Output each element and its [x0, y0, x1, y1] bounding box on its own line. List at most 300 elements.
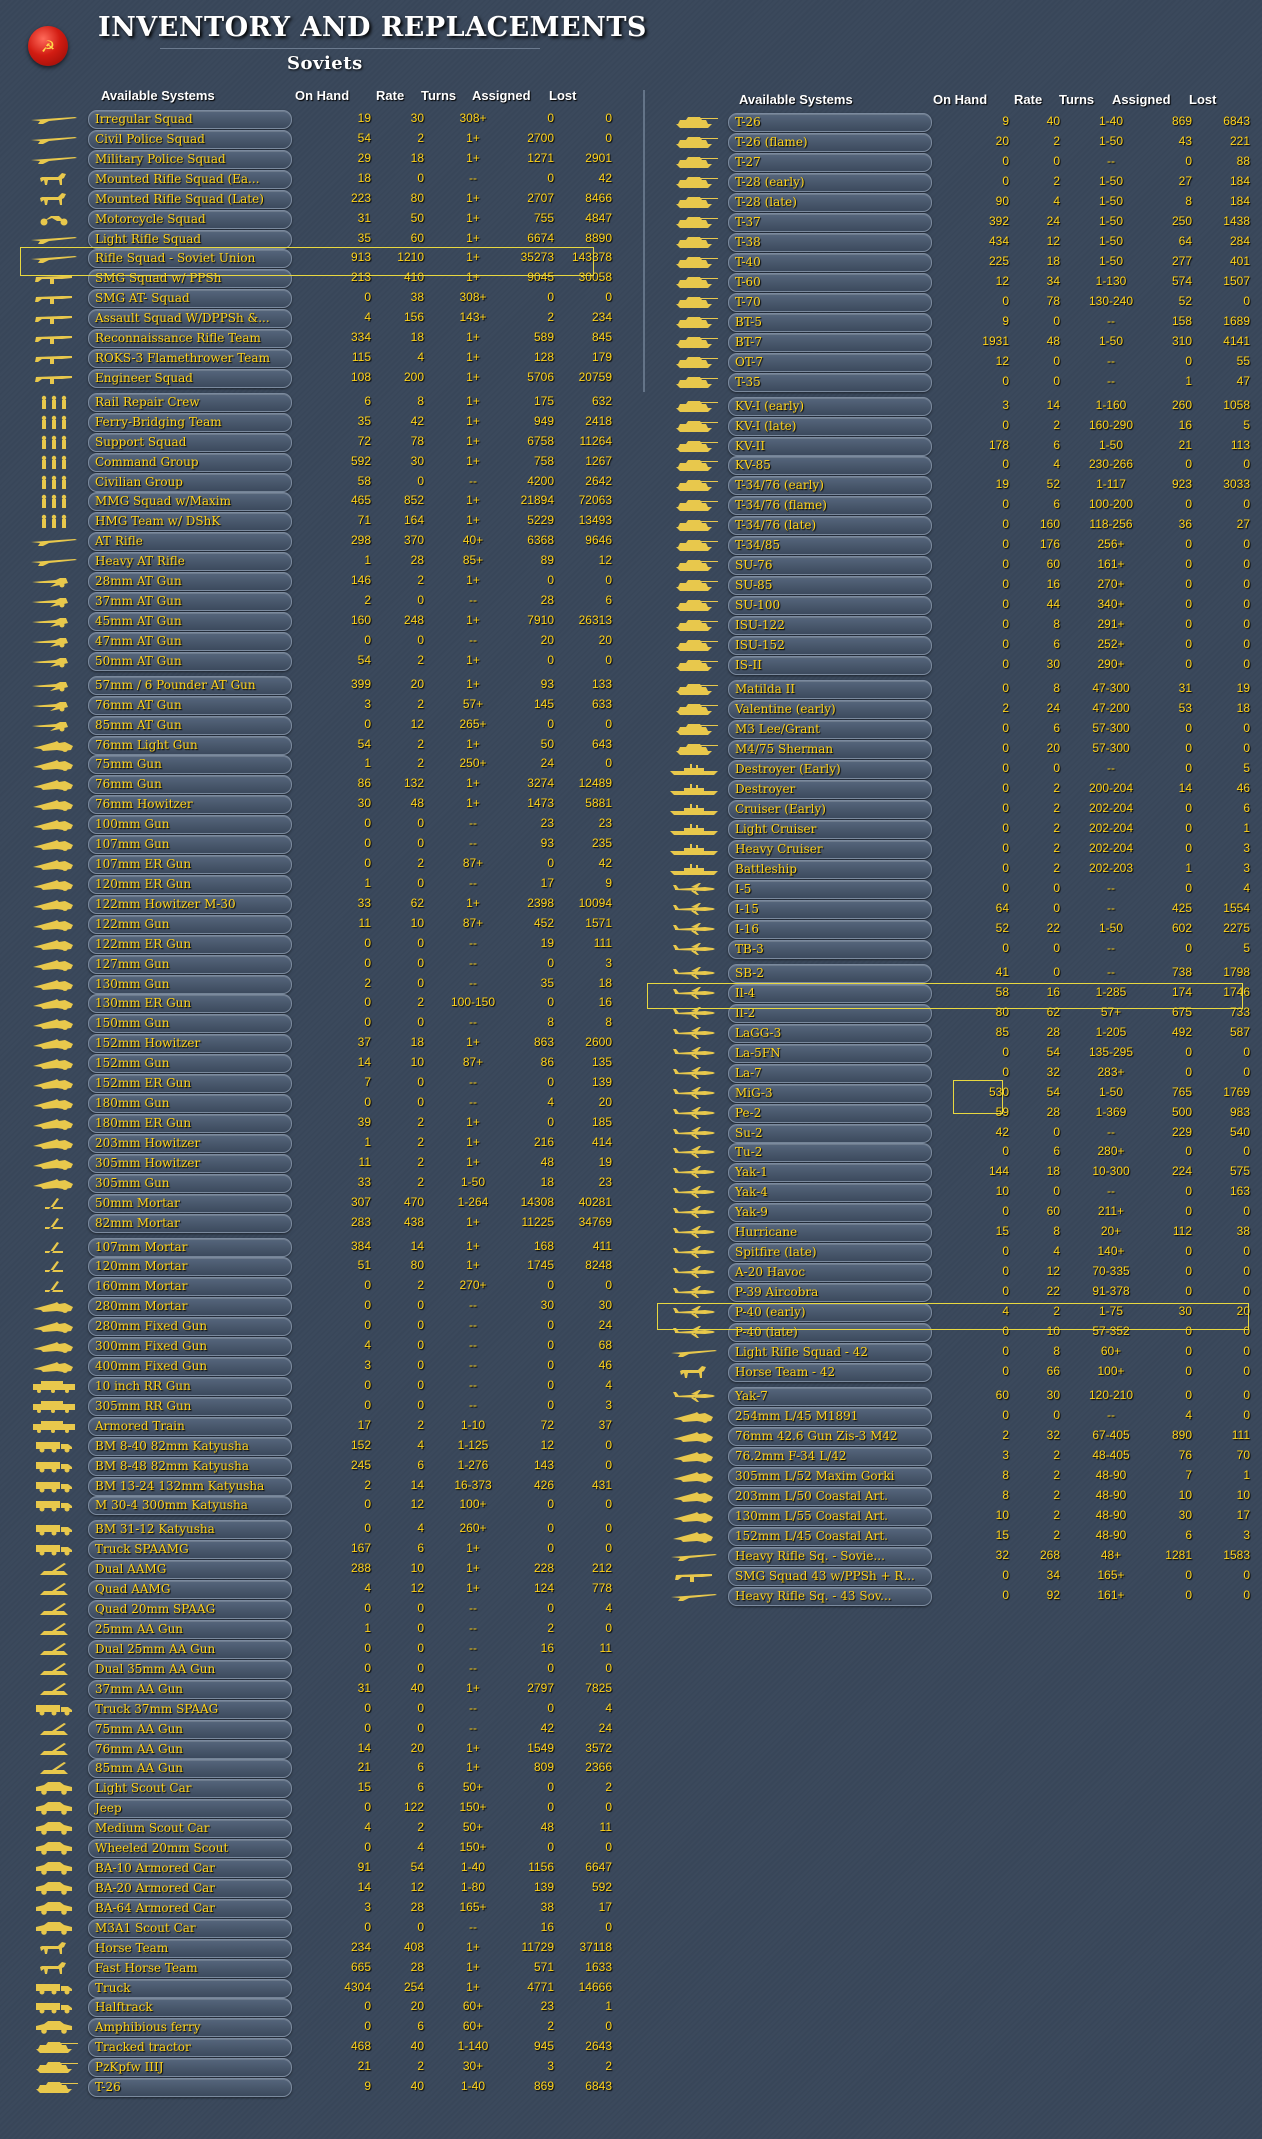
- system-name-button[interactable]: [728, 860, 932, 879]
- system-row-il-2[interactable]: [666, 1003, 1262, 1023]
- system-row-122mm-gun[interactable]: [26, 914, 626, 934]
- system-row-100mm-gun[interactable]: [26, 814, 626, 834]
- system-row-heavy-cruiser[interactable]: [666, 839, 1262, 859]
- system-row-76mm-howitzer[interactable]: [26, 794, 626, 814]
- system-name-button[interactable]: [88, 2018, 292, 2037]
- system-row-bm-8-48-82mm-katyusha[interactable]: [26, 1456, 626, 1476]
- system-row-85mm-aa-gun[interactable]: [26, 1758, 626, 1778]
- system-row-valentine-early[interactable]: [666, 699, 1262, 719]
- system-row-mounted-rifle-squad-late[interactable]: [26, 189, 626, 209]
- system-name-button[interactable]: [88, 1520, 292, 1539]
- system-name-button[interactable]: [88, 2038, 292, 2057]
- system-row-t-70[interactable]: [666, 292, 1262, 312]
- system-name-button[interactable]: [88, 1839, 292, 1858]
- system-row-smg-squad-43-w-ppsh-r[interactable]: [666, 1566, 1262, 1586]
- system-name-button[interactable]: [728, 1004, 932, 1023]
- system-row-su-76[interactable]: [666, 555, 1262, 575]
- system-row-130mm-er-gun[interactable]: [26, 993, 626, 1013]
- system-row-light-cruiser[interactable]: [666, 819, 1262, 839]
- system-name-button[interactable]: [728, 596, 932, 615]
- system-name-button[interactable]: [88, 875, 292, 894]
- system-row-75mm-aa-gun[interactable]: [26, 1719, 626, 1739]
- system-name-button[interactable]: [728, 233, 932, 252]
- system-row-heavy-rifle-sq-sovie[interactable]: [666, 1546, 1262, 1566]
- system-row-bt-5[interactable]: [666, 312, 1262, 332]
- system-row-p-39-aircobra[interactable]: [666, 1282, 1262, 1302]
- system-row-light-rifle-squad[interactable]: [26, 229, 626, 249]
- system-name-button[interactable]: [728, 900, 932, 919]
- system-name-button[interactable]: [728, 1567, 932, 1586]
- system-name-button[interactable]: [88, 915, 292, 934]
- system-name-button[interactable]: [88, 935, 292, 954]
- system-name-button[interactable]: [88, 975, 292, 994]
- system-row-military-police-squad[interactable]: [26, 149, 626, 169]
- system-row-120mm-er-gun[interactable]: [26, 874, 626, 894]
- system-row-civil-police-squad[interactable]: [26, 129, 626, 149]
- system-name-button[interactable]: [88, 473, 292, 492]
- system-name-button[interactable]: [88, 532, 292, 551]
- system-name-button[interactable]: [728, 1427, 932, 1446]
- system-row-152mm-howitzer[interactable]: [26, 1033, 626, 1053]
- system-name-button[interactable]: [88, 895, 292, 914]
- system-name-button[interactable]: [728, 1547, 932, 1566]
- system-name-button[interactable]: [88, 1540, 292, 1559]
- system-row-heavy-at-rifle[interactable]: [26, 551, 626, 571]
- system-row-su-2[interactable]: [666, 1123, 1262, 1143]
- system-name-button[interactable]: [728, 253, 932, 272]
- system-name-button[interactable]: [88, 1357, 292, 1376]
- system-row-cruiser-early[interactable]: [666, 799, 1262, 819]
- system-name-button[interactable]: [88, 815, 292, 834]
- system-name-button[interactable]: [728, 1064, 932, 1083]
- system-row-heavy-rifle-sq-43-sov[interactable]: [666, 1586, 1262, 1606]
- system-name-button[interactable]: [728, 920, 932, 939]
- system-name-button[interactable]: [728, 333, 932, 352]
- system-row-fast-horse-team[interactable]: [26, 1958, 626, 1978]
- col-on-hand[interactable]: On Hand: [295, 88, 350, 103]
- system-row-motorcycle-squad[interactable]: [26, 209, 626, 229]
- system-name-button[interactable]: [728, 820, 932, 839]
- system-row-25mm-aa-gun[interactable]: [26, 1619, 626, 1639]
- system-row-180mm-gun[interactable]: [26, 1093, 626, 1113]
- system-row-kv-85[interactable]: [666, 455, 1262, 475]
- system-name-button[interactable]: [728, 1363, 932, 1382]
- system-name-button[interactable]: [728, 720, 932, 739]
- system-name-button[interactable]: [88, 1879, 292, 1898]
- system-name-button[interactable]: [728, 313, 932, 332]
- system-row-37mm-aa-gun[interactable]: [26, 1679, 626, 1699]
- system-name-button[interactable]: [728, 760, 932, 779]
- system-row-lagg-3[interactable]: [666, 1023, 1262, 1043]
- system-row-isu-152[interactable]: [666, 635, 1262, 655]
- system-row-m4-75-sherman[interactable]: [666, 739, 1262, 759]
- system-name-button[interactable]: [728, 616, 932, 635]
- system-row-bm-13-24-132mm-katyusha[interactable]: [26, 1476, 626, 1496]
- system-row-mmg-squad-w-maxim[interactable]: [26, 491, 626, 511]
- system-name-button[interactable]: [88, 994, 292, 1013]
- system-name-button[interactable]: [728, 700, 932, 719]
- system-name-button[interactable]: [728, 1024, 932, 1043]
- system-row-m3a1-scout-car[interactable]: [26, 1918, 626, 1938]
- system-row-sb-2[interactable]: [666, 963, 1262, 983]
- system-name-button[interactable]: [728, 516, 932, 535]
- system-row-smg-at-squad[interactable]: [26, 288, 626, 308]
- system-row-at-rifle[interactable]: [26, 531, 626, 551]
- system-name-button[interactable]: [728, 1527, 932, 1546]
- system-name-button[interactable]: [88, 1397, 292, 1416]
- system-name-button[interactable]: [88, 736, 292, 755]
- system-name-button[interactable]: [728, 536, 932, 555]
- system-name-button[interactable]: [728, 1507, 932, 1526]
- system-name-button[interactable]: [728, 1163, 932, 1182]
- system-row-i-5[interactable]: [666, 879, 1262, 899]
- system-name-button[interactable]: [88, 1600, 292, 1619]
- system-row-50mm-mortar[interactable]: [26, 1193, 626, 1213]
- system-name-button[interactable]: [728, 1323, 932, 1342]
- system-row-mig-3[interactable]: [666, 1083, 1262, 1103]
- col-assigned[interactable]: Assigned: [472, 88, 531, 103]
- system-name-button[interactable]: [88, 1257, 292, 1276]
- system-row-300mm-fixed-gun[interactable]: [26, 1336, 626, 1356]
- system-name-button[interactable]: [88, 1214, 292, 1233]
- system-name-button[interactable]: [728, 1407, 932, 1426]
- system-row-ot-7[interactable]: [666, 352, 1262, 372]
- system-name-button[interactable]: [88, 1477, 292, 1496]
- system-name-button[interactable]: [88, 170, 292, 189]
- system-name-button[interactable]: [88, 1979, 292, 1998]
- system-row-107mm-gun[interactable]: [26, 834, 626, 854]
- system-name-button[interactable]: [88, 1054, 292, 1073]
- system-name-button[interactable]: [728, 1044, 932, 1063]
- system-row-t-60[interactable]: [666, 272, 1262, 292]
- system-row-bm-31-12-katyusha[interactable]: [26, 1519, 626, 1539]
- system-row-t-34-76-late[interactable]: [666, 515, 1262, 535]
- system-name-button[interactable]: [88, 230, 292, 249]
- system-row-dual-35mm-aa-gun[interactable]: [26, 1659, 626, 1679]
- system-name-button[interactable]: [728, 1467, 932, 1486]
- system-row-quad-20mm-spaag[interactable]: [26, 1599, 626, 1619]
- system-name-button[interactable]: [728, 113, 932, 132]
- system-row-bm-8-40-82mm-katyusha[interactable]: [26, 1436, 626, 1456]
- system-row-120mm-mortar[interactable]: [26, 1256, 626, 1276]
- system-name-button[interactable]: [88, 393, 292, 412]
- system-row-tu-2[interactable]: [666, 1142, 1262, 1162]
- system-row-28mm-at-gun[interactable]: [26, 571, 626, 591]
- system-name-button[interactable]: [728, 964, 932, 983]
- system-name-button[interactable]: [88, 289, 292, 308]
- system-name-button[interactable]: [88, 1560, 292, 1579]
- system-row-dual-aamg[interactable]: [26, 1559, 626, 1579]
- system-row-hurricane[interactable]: [666, 1222, 1262, 1242]
- system-name-button[interactable]: [88, 150, 292, 169]
- system-name-button[interactable]: [88, 130, 292, 149]
- system-row-305mm-l-52-maxim-gorki[interactable]: [666, 1466, 1262, 1486]
- system-row-yak-7[interactable]: [666, 1386, 1262, 1406]
- col-available-systems[interactable]: Available Systems: [739, 92, 853, 107]
- system-name-button[interactable]: [88, 453, 292, 472]
- system-row-su-85[interactable]: [666, 575, 1262, 595]
- system-name-button[interactable]: [88, 572, 292, 591]
- system-name-button[interactable]: [88, 1317, 292, 1336]
- system-row-isu-122[interactable]: [666, 615, 1262, 635]
- system-name-button[interactable]: [88, 2058, 292, 2077]
- system-row-47mm-at-gun[interactable]: [26, 631, 626, 651]
- system-name-button[interactable]: [728, 1587, 932, 1606]
- system-name-button[interactable]: [88, 413, 292, 432]
- system-row-152mm-l-45-coastal-art[interactable]: [666, 1526, 1262, 1546]
- system-name-button[interactable]: [728, 353, 932, 372]
- system-row-i-16[interactable]: [666, 919, 1262, 939]
- system-row-203mm-howitzer[interactable]: [26, 1133, 626, 1153]
- system-name-button[interactable]: [728, 656, 932, 675]
- system-row-la-5fn[interactable]: [666, 1043, 1262, 1063]
- col-rate[interactable]: Rate: [376, 88, 405, 103]
- system-row-matilda-ii[interactable]: [666, 679, 1262, 699]
- col-on-hand[interactable]: On Hand: [933, 92, 988, 107]
- system-name-button[interactable]: [88, 1720, 292, 1739]
- system-row-85mm-at-gun[interactable]: [26, 715, 626, 735]
- system-name-button[interactable]: [88, 1174, 292, 1193]
- system-row-yak-1[interactable]: [666, 1162, 1262, 1182]
- system-row-destroyer-early[interactable]: [666, 759, 1262, 779]
- system-row-76mm-gun[interactable]: [26, 774, 626, 794]
- system-name-button[interactable]: [88, 1094, 292, 1113]
- system-row-203mm-l-50-coastal-art[interactable]: [666, 1486, 1262, 1506]
- col-turns[interactable]: Turns: [1059, 92, 1095, 107]
- system-row-is-ii[interactable]: [666, 655, 1262, 675]
- system-row-76mm-42-6-gun-zis-3-m42[interactable]: [666, 1426, 1262, 1446]
- system-name-button[interactable]: [728, 1283, 932, 1302]
- system-row-battleship[interactable]: [666, 859, 1262, 879]
- system-row-p-40-late[interactable]: [666, 1322, 1262, 1342]
- system-row-yak-9[interactable]: [666, 1202, 1262, 1222]
- system-row-76mm-at-gun[interactable]: [26, 695, 626, 715]
- system-row-wheeled-20mm-scout[interactable]: [26, 1838, 626, 1858]
- system-name-button[interactable]: [728, 940, 932, 959]
- system-row-107mm-er-gun[interactable]: [26, 854, 626, 874]
- col-lost[interactable]: Lost: [549, 88, 577, 103]
- system-row-rifle-squad-soviet-union[interactable]: [26, 248, 626, 268]
- system-name-button[interactable]: [88, 1134, 292, 1153]
- system-name-button[interactable]: [728, 1263, 932, 1282]
- system-row-engineer-squad[interactable]: [26, 368, 626, 388]
- system-name-button[interactable]: [728, 417, 932, 436]
- system-name-button[interactable]: [88, 755, 292, 774]
- system-row-rail-repair-crew[interactable]: [26, 392, 626, 412]
- system-row-mounted-rifle-squad-ea[interactable]: [26, 169, 626, 189]
- system-name-button[interactable]: [88, 1919, 292, 1938]
- system-row-yak-4[interactable]: [666, 1182, 1262, 1202]
- system-row-horse-team-42[interactable]: [666, 1362, 1262, 1382]
- system-row-tb-3[interactable]: [666, 939, 1262, 959]
- system-row-ba-20-armored-car[interactable]: [26, 1878, 626, 1898]
- system-row-400mm-fixed-gun[interactable]: [26, 1356, 626, 1376]
- system-name-button[interactable]: [88, 1680, 292, 1699]
- system-name-button[interactable]: [728, 133, 932, 152]
- col-available-systems[interactable]: Available Systems: [101, 88, 215, 103]
- system-name-button[interactable]: [88, 1640, 292, 1659]
- system-name-button[interactable]: [88, 1620, 292, 1639]
- system-row-305mm-rr-gun[interactable]: [26, 1396, 626, 1416]
- system-name-button[interactable]: [88, 1238, 292, 1257]
- system-row-t-34-76-flame[interactable]: [666, 495, 1262, 515]
- system-name-button[interactable]: [728, 576, 932, 595]
- system-name-button[interactable]: [728, 1243, 932, 1262]
- system-name-button[interactable]: [728, 373, 932, 392]
- system-name-button[interactable]: [88, 1014, 292, 1033]
- system-row-horse-team[interactable]: [26, 1938, 626, 1958]
- system-name-button[interactable]: [88, 349, 292, 368]
- col-lost[interactable]: Lost: [1189, 92, 1217, 107]
- system-row-75mm-gun[interactable]: [26, 754, 626, 774]
- system-row-halftrack[interactable]: [26, 1997, 626, 2017]
- system-row-jeep[interactable]: [26, 1798, 626, 1818]
- system-row-57mm-6-pounder-at-gun[interactable]: [26, 675, 626, 695]
- system-row-45mm-at-gun[interactable]: [26, 611, 626, 631]
- system-name-button[interactable]: [728, 397, 932, 416]
- system-row-hmg-team-w-dshk[interactable]: [26, 511, 626, 531]
- system-name-button[interactable]: [88, 632, 292, 651]
- system-row-t-26[interactable]: [666, 112, 1262, 132]
- system-name-button[interactable]: [88, 1899, 292, 1918]
- system-row-il-4[interactable]: [666, 983, 1262, 1003]
- system-row-ferry-bridging-team[interactable]: [26, 412, 626, 432]
- system-row-i-15[interactable]: [666, 899, 1262, 919]
- system-row-armored-train[interactable]: [26, 1416, 626, 1436]
- system-row-152mm-gun[interactable]: [26, 1053, 626, 1073]
- system-name-button[interactable]: [728, 780, 932, 799]
- col-turns[interactable]: Turns: [421, 88, 457, 103]
- system-row-quad-aamg[interactable]: [26, 1579, 626, 1599]
- system-row-t-26-flame[interactable]: [666, 132, 1262, 152]
- system-name-button[interactable]: [728, 1447, 932, 1466]
- system-name-button[interactable]: [88, 775, 292, 794]
- system-name-button[interactable]: [88, 1859, 292, 1878]
- system-name-button[interactable]: [88, 249, 292, 268]
- system-row-254mm-l-45-m1891[interactable]: [666, 1406, 1262, 1426]
- system-row-ba-64-armored-car[interactable]: [26, 1898, 626, 1918]
- system-row-107mm-mortar[interactable]: [26, 1237, 626, 1257]
- system-row-pe-2[interactable]: [666, 1103, 1262, 1123]
- system-row-305mm-gun[interactable]: [26, 1173, 626, 1193]
- system-row-a-20-havoc[interactable]: [666, 1262, 1262, 1282]
- system-name-button[interactable]: [88, 955, 292, 974]
- system-row-light-scout-car[interactable]: [26, 1778, 626, 1798]
- system-name-button[interactable]: [728, 1124, 932, 1143]
- system-row-t-28-late[interactable]: [666, 192, 1262, 212]
- system-name-button[interactable]: [88, 795, 292, 814]
- system-name-button[interactable]: [88, 696, 292, 715]
- system-row-amphibious-ferry[interactable]: [26, 2017, 626, 2037]
- system-name-button[interactable]: [88, 1074, 292, 1093]
- system-name-button[interactable]: [88, 1457, 292, 1476]
- system-row-civilian-group[interactable]: [26, 472, 626, 492]
- system-name-button[interactable]: [88, 592, 292, 611]
- system-name-button[interactable]: [728, 1104, 932, 1123]
- system-name-button[interactable]: [88, 512, 292, 531]
- system-row-m3-lee-grant[interactable]: [666, 719, 1262, 739]
- system-row-t-38[interactable]: [666, 232, 1262, 252]
- system-row-160mm-mortar[interactable]: [26, 1276, 626, 1296]
- system-row-280mm-mortar[interactable]: [26, 1296, 626, 1316]
- system-row-reconnaissance-rifle-team[interactable]: [26, 328, 626, 348]
- system-name-button[interactable]: [88, 433, 292, 452]
- col-rate[interactable]: Rate: [1014, 92, 1043, 107]
- system-name-button[interactable]: [88, 492, 292, 511]
- system-row-280mm-fixed-gun[interactable]: [26, 1316, 626, 1336]
- system-name-button[interactable]: [728, 437, 932, 456]
- system-name-button[interactable]: [728, 456, 932, 475]
- system-row-truck[interactable]: [26, 1978, 626, 1998]
- system-name-button[interactable]: [88, 190, 292, 209]
- system-name-button[interactable]: [88, 369, 292, 388]
- system-name-button[interactable]: [88, 1939, 292, 1958]
- system-name-button[interactable]: [88, 552, 292, 571]
- system-name-button[interactable]: [728, 476, 932, 495]
- system-row-305mm-howitzer[interactable]: [26, 1153, 626, 1173]
- system-name-button[interactable]: [88, 1700, 292, 1719]
- system-row-50mm-at-gun[interactable]: [26, 651, 626, 671]
- system-name-button[interactable]: [728, 173, 932, 192]
- system-name-button[interactable]: [728, 153, 932, 172]
- system-name-button[interactable]: [728, 1084, 932, 1103]
- system-name-button[interactable]: [88, 1740, 292, 1759]
- system-row-t-28-early[interactable]: [666, 172, 1262, 192]
- system-row-122mm-howitzer-m-30[interactable]: [26, 894, 626, 914]
- system-row-37mm-at-gun[interactable]: [26, 591, 626, 611]
- system-row-truck-spaamg[interactable]: [26, 1539, 626, 1559]
- system-name-button[interactable]: [728, 1223, 932, 1242]
- system-row-180mm-er-gun[interactable]: [26, 1113, 626, 1133]
- system-row-irregular-squad[interactable]: [26, 109, 626, 129]
- system-row-bt-7[interactable]: [666, 332, 1262, 352]
- system-row-ba-10-armored-car[interactable]: [26, 1858, 626, 1878]
- system-name-button[interactable]: [728, 880, 932, 899]
- system-name-button[interactable]: [88, 1819, 292, 1838]
- system-name-button[interactable]: [88, 855, 292, 874]
- system-row-kv-i-late[interactable]: [666, 416, 1262, 436]
- system-name-button[interactable]: [88, 1337, 292, 1356]
- system-name-button[interactable]: [88, 309, 292, 328]
- system-row-medium-scout-car[interactable]: [26, 1818, 626, 1838]
- system-name-button[interactable]: [88, 1496, 292, 1515]
- system-row-kv-i-early[interactable]: [666, 396, 1262, 416]
- system-name-button[interactable]: [88, 1297, 292, 1316]
- system-name-button[interactable]: [88, 1417, 292, 1436]
- system-name-button[interactable]: [88, 1959, 292, 1978]
- system-name-button[interactable]: [88, 835, 292, 854]
- system-name-button[interactable]: [728, 800, 932, 819]
- system-name-button[interactable]: [728, 740, 932, 759]
- system-name-button[interactable]: [88, 110, 292, 129]
- system-name-button[interactable]: [728, 193, 932, 212]
- system-row-t-34-85[interactable]: [666, 535, 1262, 555]
- system-row-command-group[interactable]: [26, 452, 626, 472]
- system-row-la-7[interactable]: [666, 1063, 1262, 1083]
- system-name-button[interactable]: [728, 1387, 932, 1406]
- system-name-button[interactable]: [88, 1779, 292, 1798]
- system-row-76mm-light-gun[interactable]: [26, 735, 626, 755]
- system-name-button[interactable]: [88, 1194, 292, 1213]
- system-row-152mm-er-gun[interactable]: [26, 1073, 626, 1093]
- system-name-button[interactable]: [88, 210, 292, 229]
- system-row-roks-3-flamethrower-team[interactable]: [26, 348, 626, 368]
- system-row-t-40[interactable]: [666, 252, 1262, 272]
- system-name-button[interactable]: [88, 1437, 292, 1456]
- system-row-spitfire-late[interactable]: [666, 1242, 1262, 1262]
- system-row-82mm-mortar[interactable]: [26, 1213, 626, 1233]
- system-name-button[interactable]: [88, 1154, 292, 1173]
